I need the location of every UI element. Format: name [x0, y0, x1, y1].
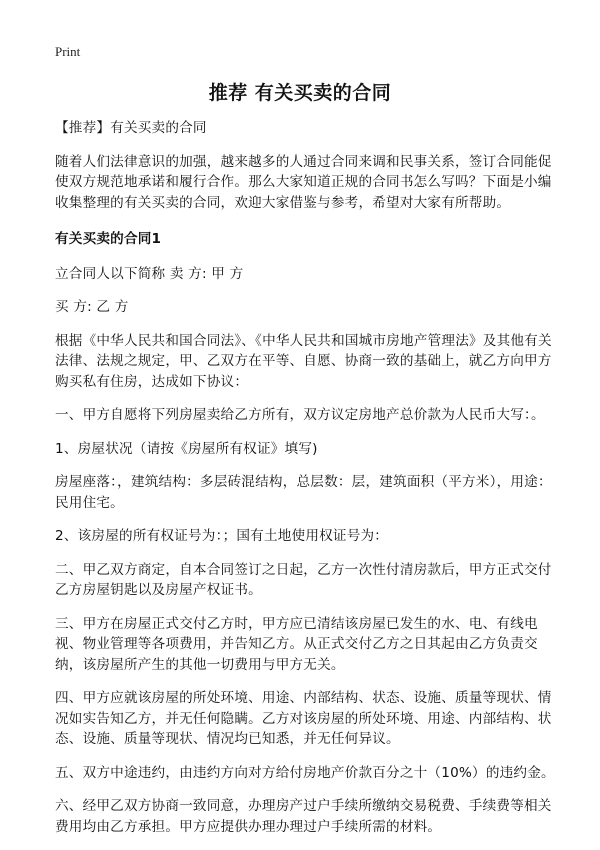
clause-1-item-2: 2、该房屋的所有权证号为：；国有土地使用权证号为： — [55, 528, 389, 544]
article-body — [55, 118, 556, 850]
party-seller: 立合同人以下简称 卖 方: 甲 方 — [55, 265, 244, 282]
clause-2: 二、甲乙双方商定，自本合同签订之日起，乙方一次性付清房款后，甲方正式交付乙方房屋钥匙以及房屋产权证书。 — [55, 561, 552, 598]
clause-6: 六、经甲乙双方协商一致同意，办理房产过户手续所缴纳交易税费、手续费等相关费用均由乙方承担。甲方应提供办理办理过户手续所需的材料。 — [55, 798, 552, 835]
print-link[interactable]: Print — [55, 44, 81, 59]
clause-4: 四、甲方应就该房屋的所处环境、用途、内部结构、状态、设施、质量等现状、情况如实告知乙方，并无任何隐瞒。乙方对该房屋的所处环境、用途、内部结构、状态、设施、质量等现状、情况均已知悉，并无任何异议。 — [55, 690, 552, 747]
clause-5: 五、双方中途违约，由违约方向对方给付房地产价款百分之十（10%）的违约金。 — [55, 764, 555, 781]
page-title: 推荐 有关买卖的合同 — [208, 82, 392, 104]
party-buyer: 买 方: 乙 方 — [55, 299, 129, 315]
intro-paragraph: 随着人们法律意识的加强，越来越多的人通过合同来调和民事关系，签订合同能促使双方规范地承诺和履行合作。那么大家知道正规的合同书怎么写吗？下面是小编收集整理的有关买卖的合同，欢迎大家借鉴与参考，希望对大家有所帮助。 — [55, 153, 552, 211]
clause-1-item-1: 1、房屋状况（请按《房屋所有权证》填写) — [55, 440, 318, 457]
section-heading: 有关买卖的合同1 — [55, 231, 162, 247]
house-details: 房屋座落：，建筑结构：多层砖混结构，总层数：层，建筑面积（平方米），用途： 民用住宅。 — [55, 474, 552, 511]
clause-3: 三、甲方在房屋正式交付乙方时，甲方应已清结该房屋已发生的水、电、有线电视、物业管理等各项费用，并告知乙方。从正式交付乙方之日其起由乙方负责交纳，该房屋所产生的其他一切费用与甲方无关。 — [55, 615, 538, 673]
lead-paragraph: 【推荐】有关买卖的合同 — [55, 120, 207, 136]
clause-1: 一、甲方自愿将下列房屋卖给乙方所有，双方议定房地产总价款为人民币大写：。 — [55, 407, 545, 423]
legal-basis-paragraph: 根据《中华人民共和国合同法》、《中华人民共和国城市房地产管理法》及其他有关法律、法规之规定，甲、乙双方在平等、自愿、协商一致的基础上，就乙方向甲方购买私有住房，达成如下协议： — [55, 332, 552, 390]
